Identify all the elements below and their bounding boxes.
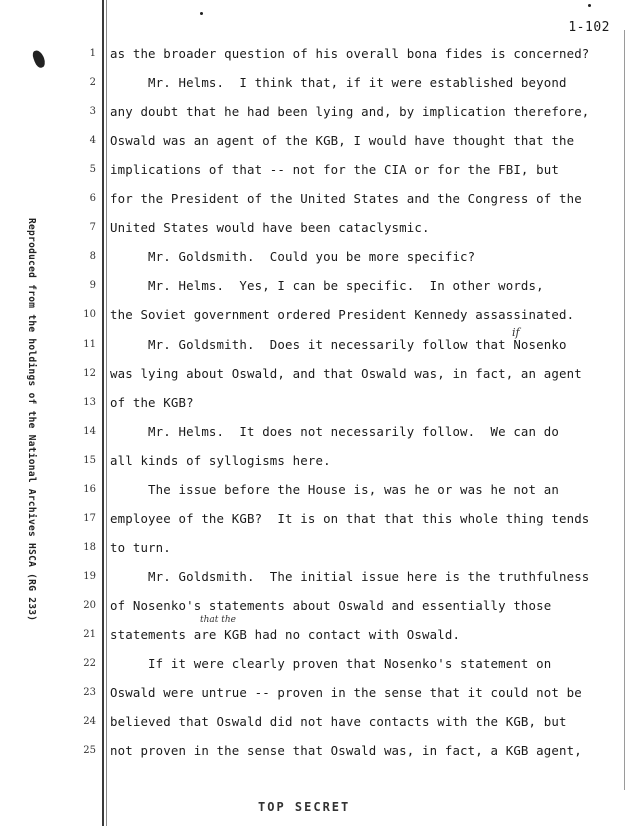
transcript-line: any doubt that he had been lying and, by implication therefore, xyxy=(110,104,590,120)
line-number: 18 xyxy=(83,541,96,553)
line-number: 1 xyxy=(89,48,96,59)
transcript-line: for the President of the United States and the Congress of the xyxy=(110,191,582,207)
line-number: 13 xyxy=(83,396,96,408)
handwritten-if-annotation: if xyxy=(512,326,520,339)
transcript-line: employee of the KGB? It is on that that this whole thing tends xyxy=(110,510,590,526)
line-number: 20 xyxy=(83,599,96,611)
transcript-line: Mr. Helms. I think that, if it were established beyond xyxy=(110,75,567,91)
transcript-line: implications of that -- not for the CIA or for the FBI, but xyxy=(110,162,559,178)
page-number: 1-102 xyxy=(568,20,610,35)
transcript-line: The issue before the House is, was he or was he not an xyxy=(110,481,559,497)
line-number: 23 xyxy=(83,687,96,699)
line-number: 22 xyxy=(83,658,96,670)
transcript-line: Mr. Goldsmith. Could you be more specific? xyxy=(110,249,476,265)
line-number: 19 xyxy=(83,570,96,582)
line-number: 21 xyxy=(83,629,96,640)
left-margin-rule-inner xyxy=(106,0,107,826)
transcript-line: Oswald was an agent of the KGB, I would have thought that the xyxy=(110,133,575,149)
line-number: 25 xyxy=(83,745,96,757)
line-number: 4 xyxy=(89,135,96,147)
transcript-line: was lying about Oswald, and that Oswald was, in fact, an agent xyxy=(110,365,582,381)
transcript-line: Mr. Goldsmith. Does it necessarily follow that Nosenko xyxy=(110,336,567,352)
transcript-line: of the KGB? xyxy=(110,394,194,410)
transcript-line: Oswald were untrue -- proven in the sense that it could not be xyxy=(110,685,582,701)
handwritten-that-the-annotation: that the xyxy=(200,615,236,625)
transcript-line: to turn. xyxy=(110,539,171,555)
transcript-line: United States would have been cataclysmic. xyxy=(110,220,430,236)
line-number: 10 xyxy=(83,309,96,321)
transcript-line: believed that Oswald did not have contacts with the KGB, but xyxy=(110,714,567,730)
line-number: 2 xyxy=(89,77,96,89)
transcript-line: as the broader question of his overall bona fides is concerned? xyxy=(110,46,590,61)
line-number: 12 xyxy=(83,367,96,379)
left-margin-rule xyxy=(102,0,104,826)
line-number: 7 xyxy=(89,222,96,234)
line-number: 8 xyxy=(89,251,96,263)
line-number: 16 xyxy=(83,483,96,495)
line-number: 3 xyxy=(89,106,96,118)
line-number: 14 xyxy=(83,425,96,437)
transcript-line: If it were clearly proven that Nosenko's statement on xyxy=(110,656,552,672)
archive-side-note: Reproduced from the holdings of the National Archives HSCA (RG 233) xyxy=(26,218,37,622)
transcript-line: Mr. Helms. Yes, I can be specific. In other words, xyxy=(110,278,544,294)
line-number: 15 xyxy=(83,454,96,466)
line-number: 5 xyxy=(89,164,96,176)
ink-speck xyxy=(588,4,591,7)
transcript-line: the Soviet government ordered President Kennedy assassinated. xyxy=(110,307,575,323)
line-number: 6 xyxy=(89,193,96,205)
line-number: 24 xyxy=(83,716,96,728)
ink-blot-mark xyxy=(31,49,47,69)
transcript-line: not proven in the sense that Oswald was, in fact, a KGB agent, xyxy=(110,743,582,759)
transcript-line: all kinds of syllogisms here. xyxy=(110,452,331,468)
transcript-line: statements are KGB had no contact with Oswald. xyxy=(110,627,461,642)
transcript-line: of Nosenko's statements about Oswald and essentially those xyxy=(110,597,552,613)
transcript-line: Mr. Helms. It does not necessarily follow. We can do xyxy=(110,423,559,439)
line-number: 11 xyxy=(83,338,96,350)
right-margin-rule xyxy=(624,30,625,790)
classification-mark: TOP SECRET xyxy=(258,800,351,814)
ink-speck xyxy=(200,12,203,15)
line-number: 17 xyxy=(83,512,96,524)
transcript-line: Mr. Goldsmith. The initial issue here is the truthfulness xyxy=(110,568,590,584)
line-number: 9 xyxy=(89,280,96,292)
